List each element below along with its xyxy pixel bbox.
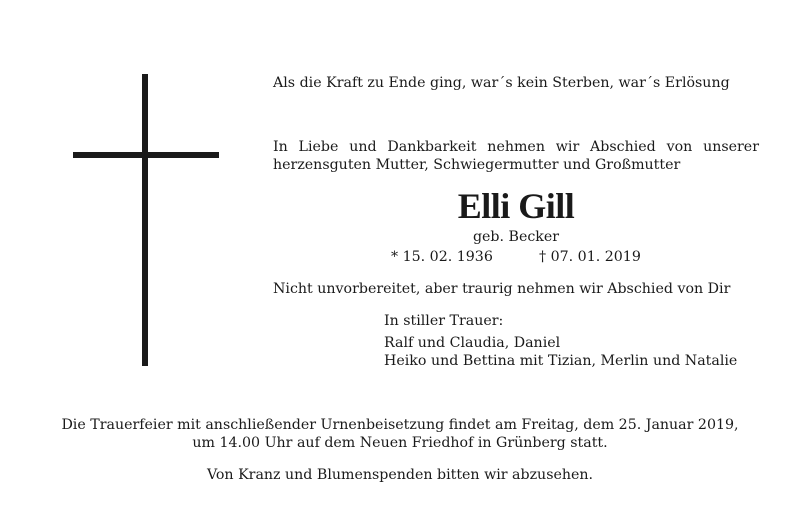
mourners-heading: In stiller Trauer: <box>384 313 504 329</box>
farewell-text: Nicht unvorbereitet, aber traurig nehmen wir Abschied von Dir <box>273 281 731 297</box>
death-date: † 07. 01. 2019 <box>539 249 641 265</box>
cross-vertical-bar <box>142 74 148 366</box>
mourner-line: Heiko und Bettina mit Tizian, Merlin und Natalie <box>384 353 738 369</box>
funeral-info-line: um 14.00 Uhr auf dem Neuen Friedhof in Grünberg statt. <box>192 435 608 451</box>
flowers-note: Von Kranz und Blumenspenden bitten wir abzusehen. <box>206 467 594 483</box>
deceased-name: Elli Gill <box>457 186 575 226</box>
mourner-line: Ralf und Claudia, Daniel <box>384 335 561 351</box>
motto-text: Als die Kraft zu Ende ging, war´s kein Sterben, war´s Erlösung <box>273 75 730 91</box>
birth-date: * 15. 02. 1936 <box>391 249 493 265</box>
maiden-name: geb. Becker <box>472 229 560 245</box>
intro-text: In Liebe und Dankbarkeit nehmen wir Abschied von unserer herzensguten Mutter, Schwiegermutter und Großmutter <box>273 139 759 173</box>
cross-horizontal-bar <box>73 152 219 158</box>
cross-icon <box>73 74 219 366</box>
mourners-block <box>384 312 737 370</box>
funeral-info-line: Die Trauerfeier mit anschließender Urnenbeisetzung findet am Freitag, dem 25. Januar 2019, <box>61 417 739 433</box>
funeral-info <box>0 416 800 452</box>
